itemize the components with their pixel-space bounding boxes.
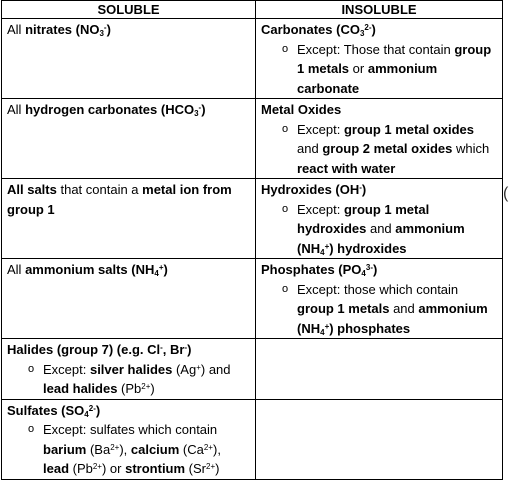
- exception-item: o Except: silver halides (Ag+) and lead halides $(Pb^{2+})$: [28, 361, 231, 396]
- table-row-ammonium-salts: [2, 259, 503, 339]
- soluble-header: SOLUBLE: [2, 1, 256, 19]
- bullet-icon: o: [282, 122, 289, 135]
- cell-title: Sulfates $(SO_4^{2-})$: [7, 402, 101, 419]
- soluble-cell-hydrogen-carbonates: All hydrogen carbonates $(HCO_3^-)$: [2, 99, 256, 179]
- cell-title: Carbonates $(CO_3^{2-})$: [261, 22, 376, 38]
- table-row-hydrogen-carbonates: [2, 99, 503, 179]
- header-row: [2, 1, 503, 19]
- table-row-nitrates: [2, 19, 503, 99]
- insoluble-cell-hydroxides: [256, 179, 503, 259]
- bullet-icon: o: [28, 362, 35, 375]
- soluble-cell-sulfates: [2, 399, 256, 479]
- solubility-table: [1, 0, 503, 480]
- bullet-icon: o: [282, 282, 289, 295]
- soluble-cell-group1-salts: All salts that contain a metal ion from group 1: [2, 179, 256, 259]
- bullet-icon: o: [282, 202, 289, 215]
- exception-item: o Except: sulfates which contain barium $(Ba^{2+})$, calcium $(Ca^{2+})$, lead $(Pb^{2+})$ or strontium $(Sr^{2+})$: [28, 422, 221, 476]
- insoluble-cell-empty-1: [256, 339, 503, 400]
- soluble-cell-halides: [2, 339, 256, 400]
- table-row-sulfates: [2, 399, 503, 479]
- bullet-icon: o: [28, 423, 35, 435]
- exception-item: o Except: those which contain group 1 metals and ammonium $(NH_4^+)$ phosphates: [282, 281, 488, 337]
- table-row-group1-salts: [2, 179, 503, 259]
- exception-item: o Except: Those that contain group 1 metals or ammonium carbonate: [282, 41, 492, 96]
- table-row-halides: [2, 339, 503, 400]
- insoluble-header: INSOLUBLE: [256, 1, 503, 19]
- exception-item: o Except: group 1 metal hydroxides and ammonium $(NH_4^+)$ hydroxides: [282, 201, 465, 257]
- exception-item: o Except: group 1 metal oxides and group 2 metal oxides which react with water: [282, 121, 490, 176]
- bullet-icon: o: [282, 42, 289, 55]
- soluble-cell-ammonium-salts: All ammonium salts $(NH_4^+)$: [2, 259, 256, 339]
- cell-title: Phosphates $(PO_4^{3-})$: [261, 262, 378, 278]
- insoluble-cell-empty-2: [256, 399, 503, 479]
- insoluble-cell-carbonates: [256, 19, 503, 99]
- cell-title: Hydroxides (OH-): [261, 182, 367, 197]
- insoluble-cell-phosphates: [256, 259, 503, 339]
- cell-title: Metal Oxides: [261, 102, 342, 117]
- soluble-cell-nitrates: All nitrates $(NO_3^-)$: [2, 19, 256, 99]
- cropped-edge-glyph: (: [503, 186, 509, 202]
- cell-title: Halides (group 7) (e.g. Cl-, Br-): [7, 342, 192, 357]
- insoluble-cell-metal-oxides: [256, 99, 503, 179]
